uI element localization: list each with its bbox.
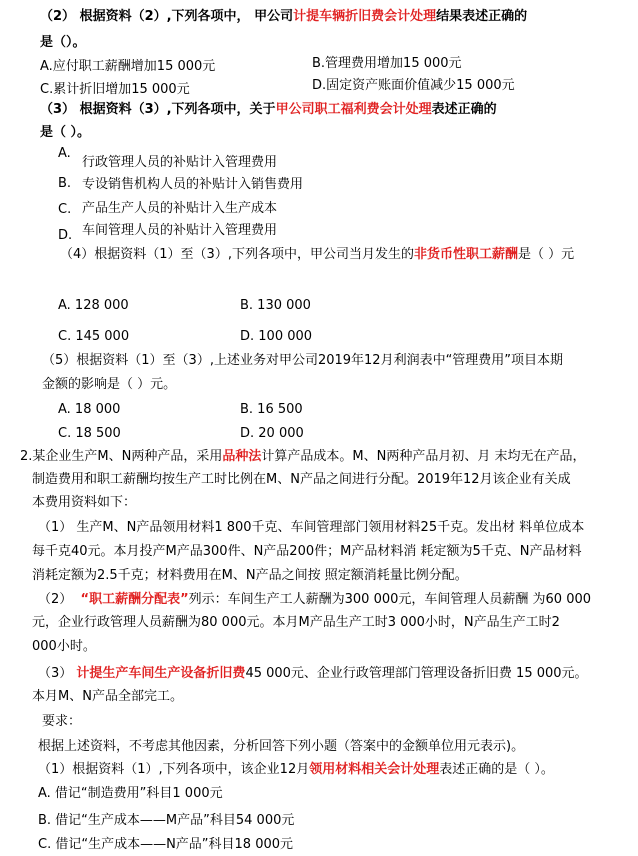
case2-requirement-title: 要求：: [42, 714, 82, 729]
q3-stem-prefix: （3） 根据资料（3）,下列各项中，关于: [40, 102, 276, 117]
case2-material3-suffix: 45 000元、企业行政管理部门管理设备折旧费 15 000元。: [245, 666, 588, 681]
case2-intro-suffix: 计算产品成本。M、N两种产品月初、月 末均无在产品，: [261, 449, 586, 464]
case2-material2-line3: 000小时。: [32, 639, 96, 654]
q4-option-b[interactable]: B. 130 000: [240, 298, 311, 313]
case2-material2-line1: [38, 591, 591, 609]
case2-material3-prefix: （3）: [38, 666, 73, 681]
case2-material2-prefix: （2）: [38, 592, 73, 607]
q3-stem-line1: [40, 101, 497, 119]
case2-material1-line3: 消耗定额为2.5千克；材料费用在M、N产品之间按 照定额消耗量比例分配。: [32, 568, 468, 583]
q6-option-a[interactable]: A. 借记“制造费用”科目1 000元: [38, 786, 223, 801]
case2-intro-line3: 本费用资料如下：: [32, 495, 137, 510]
q4-stem-prefix: （4）根据资料（1）至（3）,下列各项中，甲公司当月发生的: [60, 247, 414, 262]
case2-material3-line1: [38, 665, 588, 683]
case2-requirement-text: 根据上述资料，不考虑其他因素，分析回答下列小题（答案中的金额单位用元表示)。: [38, 739, 525, 754]
q6-option-b[interactable]: B. 借记“生产成本——M产品”科目54 000元: [38, 813, 295, 828]
q4-stem-highlight: 非货币性职工薪酬: [413, 247, 518, 262]
case2-material1-line1: （1） 生产M、N产品领用材料1 800千克、车间管理部门领用材料25千克。发出材 料单位成本: [38, 520, 585, 535]
q3-option-d-letter[interactable]: D.: [58, 228, 73, 243]
q2-option-d[interactable]: D.固定资产账面价值减少15 000元: [312, 78, 515, 93]
q5-option-b[interactable]: B. 16 500: [240, 402, 303, 417]
q4-option-c[interactable]: C. 145 000: [58, 329, 130, 344]
case2-intro-line1: [20, 448, 585, 466]
q3-option-d-text[interactable]: 车间管理人员的补贴计入管理费用: [82, 223, 278, 238]
q5-stem-line2: 金额的影响是（ ）元。: [42, 377, 177, 392]
q4-stem-suffix: 是（ ）元: [517, 247, 575, 262]
q3-option-c-text[interactable]: 产品生产人员的补贴计入生产成本: [82, 201, 278, 216]
q5-stem-line1: （5）根据资料（1）至（3）,上述业务对甲公司2019年12月利润表中“管理费用”项目本期: [42, 353, 564, 368]
q4-option-d[interactable]: D. 100 000: [240, 329, 313, 344]
q3-stem-line2: 是（ ）。: [40, 125, 91, 140]
q2-option-a[interactable]: A.应付职工薪酬增加15 000元: [40, 59, 216, 74]
q3-option-a-letter[interactable]: A.: [58, 146, 71, 161]
q2-stem-suffix: 结果表述正确的: [436, 9, 528, 24]
case2-intro-highlight: 品种法: [222, 449, 262, 464]
q2-stem-highlight: 计提车辆折旧费会计处理: [293, 9, 437, 24]
q2-option-b[interactable]: B.管理费用增加15 000元: [312, 56, 462, 71]
q5-option-a[interactable]: A. 18 000: [58, 402, 121, 417]
q3-option-b-letter[interactable]: B.: [58, 176, 72, 191]
case2-material2-highlight: “职工薪酬分配表”: [80, 592, 189, 607]
q3-option-a-text[interactable]: 行政管理人员的补贴计入管理费用: [82, 155, 278, 170]
q3-option-c-letter[interactable]: C.: [58, 202, 72, 217]
q3-option-b-text[interactable]: 专设销售机构人员的补贴计入销售费用: [82, 177, 304, 192]
q2-stem-prefix: （2） 根据资料（2）,下列各项中， 甲公司: [40, 9, 294, 24]
q4-option-a[interactable]: A. 128 000: [58, 298, 129, 313]
q6-option-c[interactable]: C. 借记“生产成本——N产品”科目18 000元: [38, 837, 294, 852]
q3-stem-suffix: 表述正确的: [431, 102, 497, 117]
case2-material1-line2: 每千克40元。本月投产M产品300件、N产品200件；M产品材料消 耗定额为5千克、N产品材料: [32, 544, 582, 559]
q3-stem-highlight: 甲公司职工福利费会计处理: [275, 102, 432, 117]
q2-stem-line2: 是（）。: [40, 35, 86, 50]
q2-stem-line1: [40, 8, 527, 26]
q5-option-c[interactable]: C. 18 500: [58, 426, 121, 441]
q2-option-c[interactable]: C.累计折旧增加15 000元: [40, 82, 190, 97]
case2-material2-line2: 元，企业行政管理人员薪酬为80 000元。本月M产品生产工时3 000小时，N产品生产工时2: [32, 615, 560, 630]
case2-material3-highlight: 计提生产车间生产设备折旧费: [76, 666, 246, 681]
q6-stem-highlight: 领用材料相关会计处理: [309, 762, 440, 777]
q6-stem-prefix: （1）根据资料（1）,下列各项中，该企业12月: [38, 762, 310, 777]
case2-material2-suffix: 列示：车间生产工人薪酬为300 000元，车间管理人员薪酬 为60 000: [188, 592, 592, 607]
case2-material3-line2: 本月M、N产品全部完工。: [32, 689, 183, 704]
case2-intro-line2: 制造费用和职工薪酬均按生产工时比例在M、N产品之间进行分配。2019年12月该企业有关成: [32, 472, 571, 487]
q4-stem: [60, 246, 574, 264]
q5-option-d[interactable]: D. 20 000: [240, 426, 304, 441]
q6-stem-suffix: 表述正确的是（ ）。: [439, 762, 554, 777]
case2-intro-prefix: 2.某企业生产M、N两种产品，采用: [20, 449, 223, 464]
q6-stem: [38, 761, 554, 779]
